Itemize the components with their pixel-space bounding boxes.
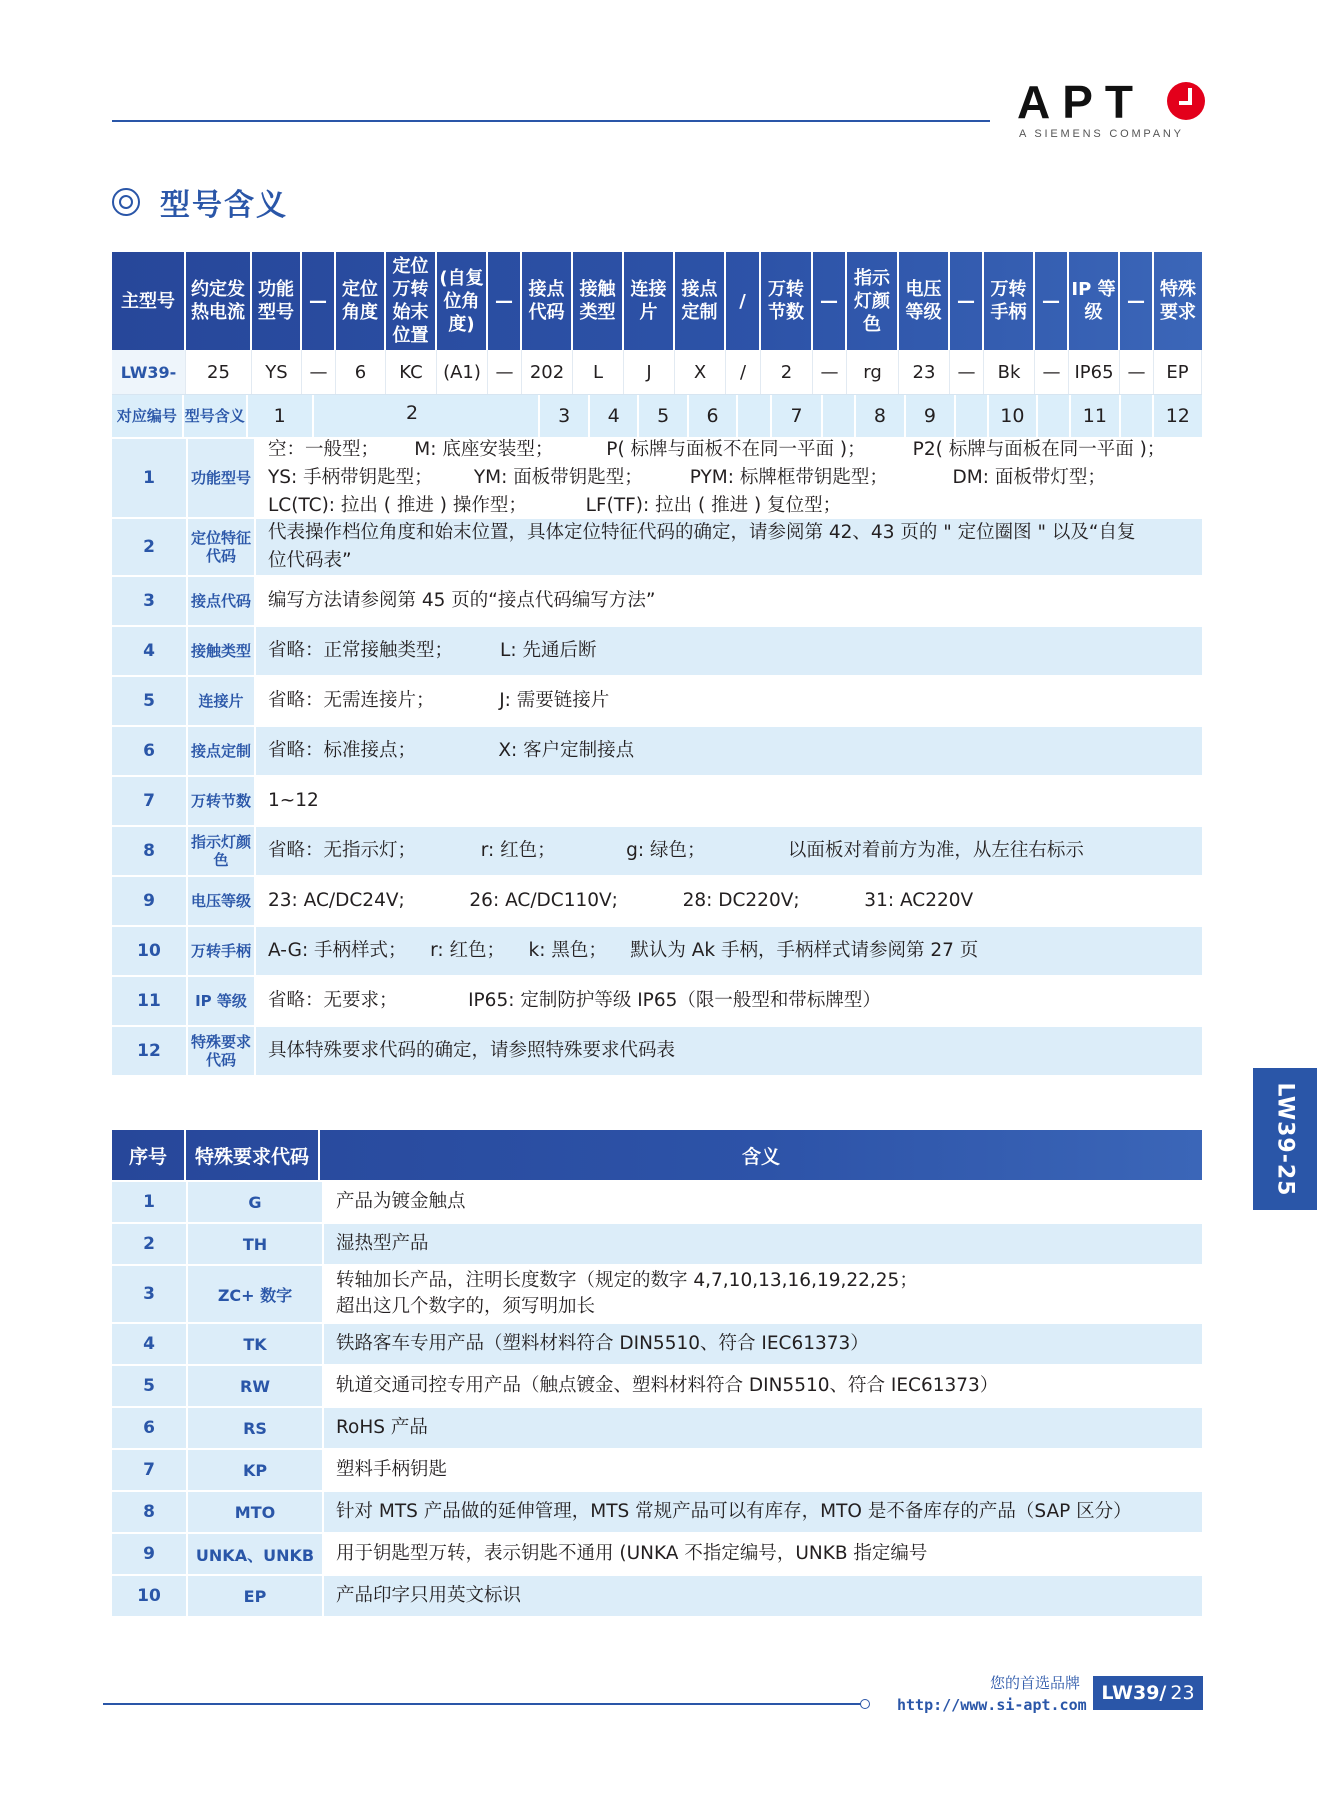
model-header-cell: (自复位角度) bbox=[437, 252, 488, 350]
definition-text bbox=[256, 577, 1202, 625]
model-table-header bbox=[112, 252, 1202, 350]
model-example-cell: L bbox=[573, 350, 624, 394]
logo-wordmark: APT bbox=[1017, 76, 1145, 128]
special-row-code: TH bbox=[188, 1224, 324, 1264]
model-example-cell: YS bbox=[252, 350, 302, 394]
definition-text bbox=[256, 439, 1202, 517]
definition-row bbox=[112, 875, 1202, 925]
special-row-meaning bbox=[324, 1450, 1202, 1490]
special-row-meaning bbox=[324, 1534, 1202, 1574]
definition-label: 电压等级 bbox=[188, 877, 256, 925]
definition-text bbox=[256, 927, 1202, 975]
definition-row bbox=[112, 675, 1202, 725]
definition-row bbox=[112, 1025, 1202, 1075]
definition-line: 省略：标准接点； X: 客户定制接点 bbox=[268, 740, 635, 761]
special-requirements-table bbox=[112, 1130, 1202, 1616]
model-header-cell: — bbox=[488, 252, 522, 350]
definition-line: 省略：无需连接片； J: 需要链接片 bbox=[268, 690, 610, 711]
definition-text bbox=[256, 977, 1202, 1025]
definition-label: 定位特征代码 bbox=[188, 519, 256, 575]
model-example-cell: — bbox=[1035, 350, 1069, 394]
definition-label: 接点定制 bbox=[188, 727, 256, 775]
code-cell: 11 bbox=[1071, 395, 1120, 437]
header-code: 特殊要求代码 bbox=[186, 1130, 320, 1180]
section-title bbox=[112, 182, 288, 222]
code-cell bbox=[1121, 395, 1154, 437]
model-header-cell: 接点定制 bbox=[675, 252, 726, 350]
model-code-row bbox=[112, 395, 1202, 437]
definition-row bbox=[112, 775, 1202, 825]
model-header-cell: 万转节数 bbox=[761, 252, 813, 350]
meaning-line: 湿热型产品 bbox=[336, 1233, 429, 1254]
definition-line: 1~12 bbox=[268, 790, 319, 811]
definition-row bbox=[112, 925, 1202, 975]
special-row-code: ZC+ 数字 bbox=[188, 1266, 324, 1322]
definition-row bbox=[112, 975, 1202, 1025]
model-header-cell: 电压等级 bbox=[899, 252, 950, 350]
special-row-number: 2 bbox=[112, 1224, 188, 1264]
special-row-number: 6 bbox=[112, 1408, 188, 1448]
model-header-cell: 万转手柄 bbox=[984, 252, 1035, 350]
code-cell: 9 bbox=[906, 395, 955, 437]
special-row-number: 10 bbox=[112, 1576, 188, 1616]
footer-series: LW39/ bbox=[1101, 1682, 1167, 1704]
special-table-body bbox=[112, 1180, 1202, 1616]
model-example-cell: — bbox=[813, 350, 847, 394]
model-header-cell: 约定发热电流 bbox=[186, 252, 252, 350]
meaning-line: 用于钥匙型万转，表示钥匙不通用 (UNKA 不指定编号，UNKB 指定编号 bbox=[336, 1543, 928, 1564]
model-example-cell: KC bbox=[386, 350, 437, 394]
model-example-cell: 23 bbox=[899, 350, 950, 394]
model-example-cell: Bk bbox=[984, 350, 1035, 394]
special-table-row bbox=[112, 1406, 1202, 1448]
meaning-line: 产品为镀金触点 bbox=[336, 1191, 466, 1212]
definition-number: 5 bbox=[112, 677, 188, 725]
page-number-badge bbox=[1093, 1676, 1203, 1710]
model-example-cell: 2 bbox=[761, 350, 813, 394]
definition-label: 接点代码 bbox=[188, 577, 256, 625]
definition-text bbox=[256, 827, 1202, 875]
definition-label: 连接片 bbox=[188, 677, 256, 725]
definition-row bbox=[112, 625, 1202, 675]
meaning-line: 产品印字只用英文标识 bbox=[336, 1585, 522, 1606]
definition-line: 23: AC/DC24V; 26: AC/DC110V; 28: DC220V; 31: AC220V bbox=[268, 890, 974, 911]
special-row-code: KP bbox=[188, 1450, 324, 1490]
model-header-cell: 功能型号 bbox=[252, 252, 302, 350]
definition-row bbox=[112, 575, 1202, 625]
model-header-cell: — bbox=[1035, 252, 1069, 350]
special-table-row bbox=[112, 1532, 1202, 1574]
definition-number: 2 bbox=[112, 519, 188, 575]
model-header-cell: 特殊要求 bbox=[1160, 279, 1196, 323]
special-table-row bbox=[112, 1180, 1202, 1222]
special-row-code: MTO bbox=[188, 1492, 324, 1532]
special-row-meaning bbox=[324, 1224, 1202, 1264]
definition-label: 指示灯颜色 bbox=[188, 827, 256, 875]
model-header-cell: 连接片 bbox=[624, 252, 675, 350]
definition-row bbox=[112, 517, 1202, 575]
model-header-cell: 定位万转始末位置 bbox=[386, 252, 437, 350]
code-cell bbox=[738, 395, 772, 437]
model-example-cell: — bbox=[1120, 350, 1154, 394]
definition-line: YS: 手柄带钥匙型； YM: 面板带钥匙型； PYM: 标牌框带钥匙型； DM: 面板带灯型； bbox=[268, 467, 1106, 488]
header-rule bbox=[112, 120, 990, 122]
model-header-cell: 接触类型 bbox=[573, 252, 624, 350]
model-header-cell: 接点代码 bbox=[522, 252, 573, 350]
definition-line: 空：一般型； M: 底座安装型； P( 标牌与面板不在同一平面 )； P2( 标牌与面板在同一平面 )； bbox=[268, 439, 1166, 460]
logo-clock-icon bbox=[1167, 82, 1205, 120]
definition-label: 万转节数 bbox=[188, 777, 256, 825]
model-example-cell: EP bbox=[1154, 350, 1202, 394]
definition-line: A-G: 手柄样式； r: 红色； k: 黑色； 默认为 Ak 手柄，手柄样式请参阅第 27 页 bbox=[268, 940, 979, 961]
definition-line: 编写方法请参阅第 45 页的“接点代码编写方法” bbox=[268, 590, 656, 611]
model-example-cell: LW39- bbox=[112, 350, 186, 394]
code-cell: 4 bbox=[590, 395, 639, 437]
special-table-row bbox=[112, 1574, 1202, 1616]
model-example-cell: 25 bbox=[186, 350, 252, 394]
special-row-meaning bbox=[324, 1182, 1202, 1222]
definition-number: 11 bbox=[112, 977, 188, 1025]
logo-subtitle: A SIEMENS COMPANY bbox=[1019, 128, 1184, 140]
special-row-meaning bbox=[324, 1266, 1202, 1322]
model-example-cell: J bbox=[624, 350, 675, 394]
double-circle-icon bbox=[112, 188, 140, 216]
definition-number: 1 bbox=[112, 439, 188, 517]
model-header-cell: — bbox=[950, 252, 984, 350]
special-table-row bbox=[112, 1222, 1202, 1264]
code-cell bbox=[1038, 395, 1071, 437]
definition-text bbox=[256, 677, 1202, 725]
model-header-cell: 定位角度 bbox=[336, 252, 386, 350]
special-row-number: 4 bbox=[112, 1324, 188, 1364]
definition-line: 具体特殊要求代码的确定，请参照特殊要求代码表 bbox=[268, 1040, 676, 1061]
meaning-line: 轨道交通司控专用产品（触点镀金、塑料材料符合 DIN5510、符合 IEC61373） bbox=[336, 1375, 999, 1396]
code-row-label: 对应编号 bbox=[112, 395, 184, 437]
model-example-cell: — bbox=[950, 350, 984, 394]
model-example-row bbox=[112, 350, 1202, 395]
header-meaning: 含义 bbox=[741, 1145, 780, 1168]
definition-number: 3 bbox=[112, 577, 188, 625]
special-row-meaning bbox=[324, 1492, 1202, 1532]
definition-line: LC(TC): 拉出 ( 推进 ) 操作型； LF(TF): 拉出 ( 推进 ) 复位型； bbox=[268, 495, 842, 516]
footer-url-link[interactable]: http://www.si-apt.com bbox=[897, 1696, 1087, 1714]
model-example-cell: rg bbox=[847, 350, 899, 394]
definition-line: 省略：无要求； IP65: 定制防护等级 IP65（限一般型和带标牌型） bbox=[268, 990, 881, 1011]
code-cell: 5 bbox=[639, 395, 688, 437]
definition-number: 10 bbox=[112, 927, 188, 975]
model-header-cell: 主型号 bbox=[112, 252, 186, 350]
special-table-header bbox=[112, 1130, 1202, 1180]
model-header-cell: 指示灯颜色 bbox=[847, 252, 899, 350]
definition-label: IP 等级 bbox=[188, 977, 256, 1025]
code-cell: 10 bbox=[989, 395, 1038, 437]
meaning-line: 转轴加长产品，注明长度数字（规定的数字 4,7,10,13,16,19,22,25； bbox=[336, 1270, 918, 1291]
special-row-meaning bbox=[324, 1576, 1202, 1616]
model-header-cell: — bbox=[302, 252, 336, 350]
definition-label: 万转手柄 bbox=[188, 927, 256, 975]
model-example-cell: — bbox=[488, 350, 522, 394]
model-table bbox=[112, 252, 1202, 1075]
page-number: 23 bbox=[1170, 1682, 1195, 1704]
code-cell-2: 2 bbox=[405, 402, 419, 424]
model-example-cell: 6 bbox=[336, 350, 386, 394]
definition-text bbox=[256, 777, 1202, 825]
special-row-number: 7 bbox=[112, 1450, 188, 1490]
special-row-code: UNKA、UNKB bbox=[188, 1534, 324, 1574]
code-cell: 8 bbox=[856, 395, 906, 437]
special-row-number: 9 bbox=[112, 1534, 188, 1574]
code-cell: 3 bbox=[540, 395, 589, 437]
footer-slogan: 您的首选品牌 bbox=[990, 1674, 1081, 1692]
definition-number: 12 bbox=[112, 1027, 188, 1075]
special-row-number: 1 bbox=[112, 1182, 188, 1222]
definition-text bbox=[256, 519, 1202, 575]
model-example-cell: — bbox=[302, 350, 336, 394]
code-cell: 6 bbox=[689, 395, 738, 437]
special-row-code: G bbox=[188, 1182, 324, 1222]
code-cell: 12 bbox=[1165, 405, 1190, 427]
model-header-cell: IP 等级 bbox=[1069, 252, 1120, 350]
definition-number: 6 bbox=[112, 727, 188, 775]
apt-logo bbox=[1017, 78, 1207, 148]
definition-label: 功能型号 bbox=[188, 439, 256, 517]
special-row-code: TK bbox=[188, 1324, 324, 1364]
special-table-row bbox=[112, 1490, 1202, 1532]
definition-text bbox=[256, 627, 1202, 675]
model-example-cell: (A1) bbox=[437, 350, 488, 394]
model-example-cell: / bbox=[726, 350, 761, 394]
special-row-number: 3 bbox=[112, 1266, 188, 1322]
special-row-code: EP bbox=[188, 1576, 324, 1616]
side-tab bbox=[1253, 1068, 1317, 1210]
definition-row bbox=[112, 825, 1202, 875]
special-table-row bbox=[112, 1448, 1202, 1490]
definition-row bbox=[112, 437, 1202, 517]
code-cell: 1 bbox=[248, 395, 314, 437]
special-row-code: RW bbox=[188, 1366, 324, 1406]
definition-line: 代表操作档位角度和始末位置，具体定位特征代码的确定，请参阅第 42、43 页的 " 定位圈图 " 以及“自复 bbox=[268, 522, 1136, 543]
header-num: 序号 bbox=[112, 1130, 186, 1180]
footer-rule-end-dot bbox=[860, 1699, 870, 1709]
definition-row bbox=[112, 725, 1202, 775]
special-row-meaning bbox=[324, 1408, 1202, 1448]
model-header-cell: — bbox=[1120, 252, 1154, 350]
special-table-row bbox=[112, 1364, 1202, 1406]
meaning-line: 塑料手柄钥匙 bbox=[336, 1459, 448, 1480]
model-example-cell: X bbox=[675, 350, 726, 394]
definition-text bbox=[256, 1027, 1202, 1075]
definition-text bbox=[256, 877, 1202, 925]
definition-label: 接触类型 bbox=[188, 627, 256, 675]
meaning-line: 针对 MTS 产品做的延伸管理，MTS 常规产品可以有库存，MTO 是不备库存的产品（SAP 区分） bbox=[336, 1501, 1132, 1522]
model-example-cell: 202 bbox=[522, 350, 573, 394]
code-row-sublabel: 型号含义 bbox=[184, 395, 248, 437]
model-header-cell: / bbox=[726, 252, 761, 350]
special-table-row bbox=[112, 1322, 1202, 1364]
definition-number: 7 bbox=[112, 777, 188, 825]
special-row-number: 5 bbox=[112, 1366, 188, 1406]
model-header-cell: — bbox=[813, 252, 847, 350]
code-cell bbox=[823, 395, 856, 437]
code-cell bbox=[956, 395, 989, 437]
code-cell: 7 bbox=[772, 395, 822, 437]
definition-number: 8 bbox=[112, 827, 188, 875]
footer-rule bbox=[103, 1703, 863, 1705]
definition-number: 9 bbox=[112, 877, 188, 925]
definition-list bbox=[112, 437, 1202, 1075]
special-row-meaning bbox=[324, 1366, 1202, 1406]
definition-label: 特殊要求代码 bbox=[188, 1027, 256, 1075]
meaning-line: RoHS 产品 bbox=[336, 1417, 428, 1438]
model-example-cell: IP65 bbox=[1069, 350, 1120, 394]
section-title-text: 型号含义 bbox=[160, 188, 288, 223]
meaning-line: 铁路客车专用产品（塑料材料符合 DIN5510、符合 IEC61373） bbox=[336, 1333, 869, 1354]
special-row-meaning bbox=[324, 1324, 1202, 1364]
definition-line: 省略：正常接触类型； L: 先通后断 bbox=[268, 640, 597, 661]
definition-text bbox=[256, 727, 1202, 775]
meaning-line: 超出这几个数字的，须写明加长 bbox=[336, 1296, 596, 1317]
special-row-code: RS bbox=[188, 1408, 324, 1448]
special-row-number: 8 bbox=[112, 1492, 188, 1532]
definition-number: 4 bbox=[112, 627, 188, 675]
side-tab-label: LW39-25 bbox=[1272, 1082, 1298, 1196]
special-table-row bbox=[112, 1264, 1202, 1322]
definition-line: 位代码表” bbox=[268, 550, 352, 571]
definition-line: 省略：无指示灯； r: 红色； g: 绿色； 以面板对着前方为准，从左往右标示 bbox=[268, 840, 1084, 861]
